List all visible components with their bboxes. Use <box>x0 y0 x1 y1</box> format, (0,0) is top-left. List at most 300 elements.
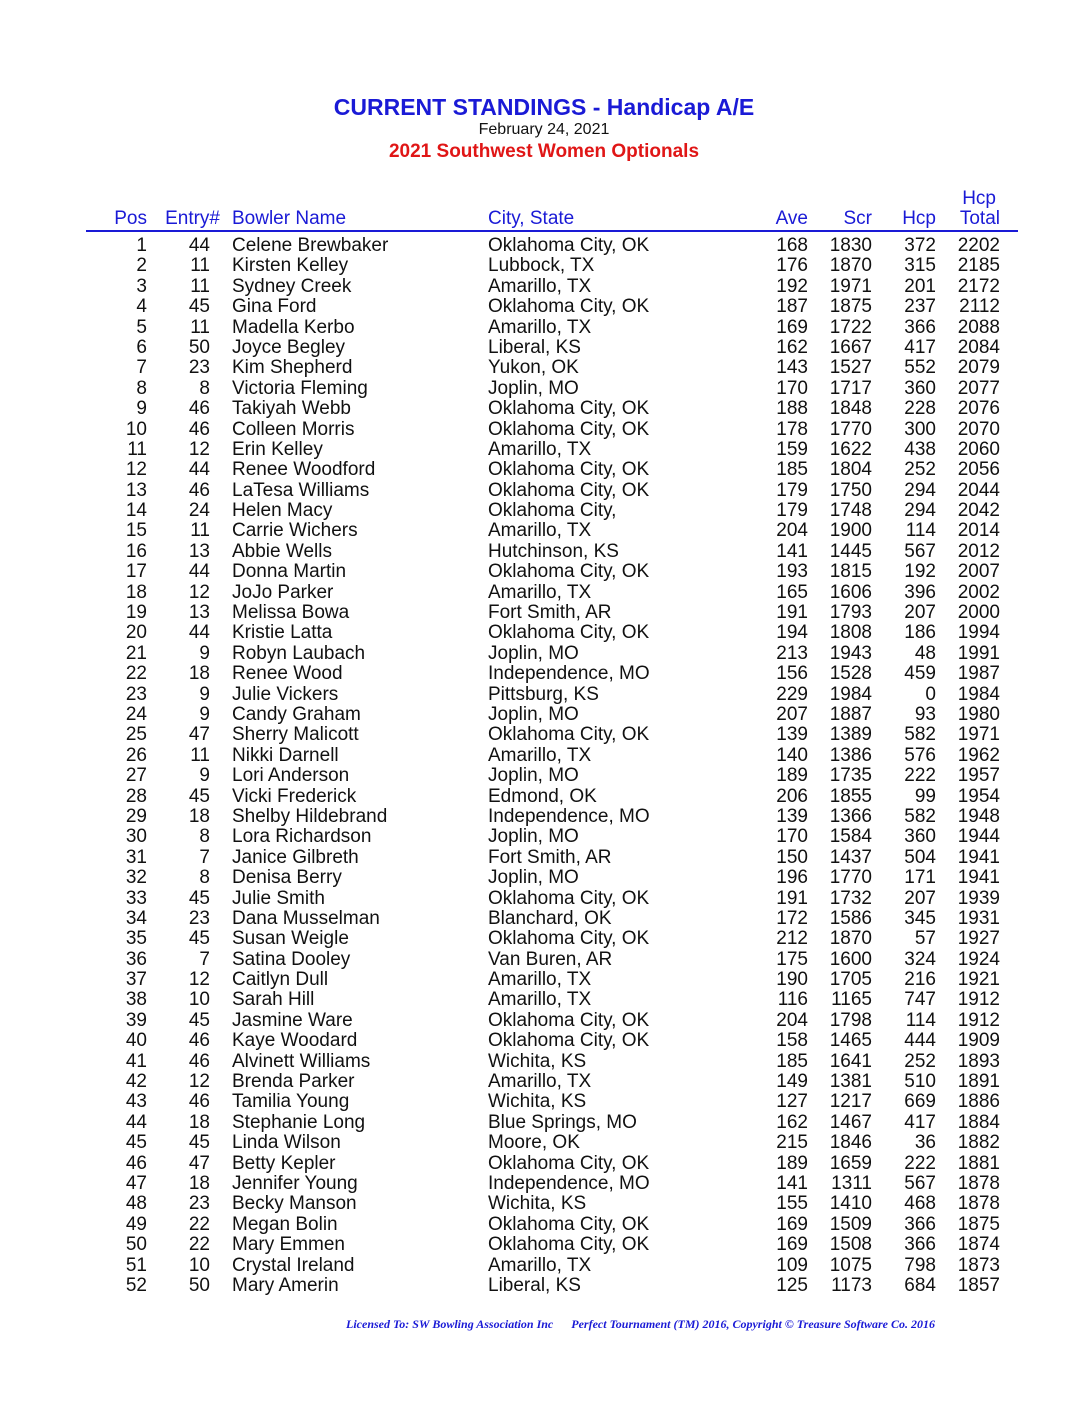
table-row <box>0 848 1088 868</box>
cell-city-state: Edmond, OK <box>488 785 597 807</box>
cell-position: 31 <box>125 846 147 868</box>
cell-scratch-score: 1465 <box>829 1030 872 1052</box>
cell-handicap-total: 1893 <box>957 1050 1000 1072</box>
cell-handicap: 207 <box>904 887 936 909</box>
cell-handicap: 552 <box>904 357 936 379</box>
table-row <box>0 1052 1088 1072</box>
cell-handicap: 192 <box>904 561 936 583</box>
cell-position: 46 <box>125 1152 147 1174</box>
cell-handicap-total: 2077 <box>957 377 1000 399</box>
table-row <box>0 379 1088 399</box>
cell-average: 190 <box>776 969 808 991</box>
cell-city-state: Oklahoma City, OK <box>488 1152 650 1174</box>
cell-city-state: Blue Springs, MO <box>488 1111 637 1133</box>
cell-position: 3 <box>136 275 147 297</box>
cell-position: 34 <box>125 907 147 929</box>
cell-scratch-score: 1875 <box>829 296 872 318</box>
cell-handicap: 366 <box>904 1213 936 1235</box>
table-row <box>0 501 1088 521</box>
cell-handicap: 360 <box>904 377 936 399</box>
cell-handicap-total: 2007 <box>957 561 1000 583</box>
table-row <box>0 623 1088 643</box>
cell-handicap-total: 2060 <box>957 438 1000 460</box>
cell-city-state: Joplin, MO <box>488 703 579 725</box>
cell-handicap: 468 <box>904 1193 936 1215</box>
cell-city-state: Oklahoma City, OK <box>488 398 650 420</box>
cell-city-state: Amarillo, TX <box>488 1254 592 1276</box>
cell-entry-number: 11 <box>190 255 210 277</box>
cell-handicap-total: 2000 <box>957 602 1000 624</box>
cell-position: 17 <box>125 561 147 583</box>
cell-bowler-name: Lori Anderson <box>232 765 350 787</box>
cell-bowler-name: Shelby Hildebrand <box>232 805 388 827</box>
cell-handicap: 360 <box>904 826 936 848</box>
cell-handicap-total: 2012 <box>957 540 1000 562</box>
cell-entry-number: 45 <box>188 928 210 950</box>
cell-average: 172 <box>776 907 808 929</box>
cell-handicap-total: 1921 <box>957 969 1000 991</box>
cell-average: 204 <box>776 520 808 542</box>
cell-handicap: 315 <box>904 255 936 277</box>
cell-average: 150 <box>776 846 808 868</box>
table-row <box>0 338 1088 358</box>
cell-entry-number: 13 <box>188 602 210 624</box>
cell-city-state: Oklahoma City, OK <box>488 1009 650 1031</box>
cell-city-state: Wichita, KS <box>488 1193 587 1215</box>
cell-position: 51 <box>125 1254 147 1276</box>
table-row <box>0 746 1088 766</box>
cell-scratch-score: 1793 <box>829 602 872 624</box>
cell-handicap-total: 1994 <box>957 622 1000 644</box>
cell-handicap: 417 <box>904 336 936 358</box>
cell-position: 40 <box>125 1030 147 1052</box>
cell-handicap: 171 <box>904 867 936 889</box>
cell-bowler-name: Crystal Ireland <box>232 1254 355 1276</box>
cell-bowler-name: Kaye Woodard <box>232 1030 358 1052</box>
cell-scratch-score: 1641 <box>829 1050 872 1072</box>
cell-handicap: 576 <box>904 744 936 766</box>
cell-bowler-name: Susan Weigle <box>232 928 349 950</box>
cell-handicap: 114 <box>905 1009 936 1031</box>
cell-entry-number: 22 <box>188 1234 210 1256</box>
table-row <box>0 358 1088 378</box>
column-header-pos: Pos <box>114 208 147 229</box>
cell-scratch-score: 1798 <box>829 1009 872 1031</box>
cell-scratch-score: 1528 <box>829 663 872 685</box>
cell-average: 175 <box>776 948 808 970</box>
cell-entry-number: 11 <box>190 520 210 542</box>
cell-handicap: 567 <box>904 540 936 562</box>
cell-position: 10 <box>125 418 147 440</box>
cell-handicap: 345 <box>904 907 936 929</box>
cell-scratch-score: 1770 <box>829 418 872 440</box>
table-row <box>0 1113 1088 1133</box>
cell-bowler-name: Megan Bolin <box>232 1213 338 1235</box>
cell-bowler-name: Alvinett Williams <box>232 1050 371 1072</box>
report-date: February 24, 2021 <box>478 121 610 138</box>
cell-handicap: 366 <box>904 316 936 338</box>
cell-position: 21 <box>125 642 147 664</box>
cell-handicap: 396 <box>904 581 936 603</box>
cell-bowler-name: Colleen Morris <box>232 418 355 440</box>
cell-entry-number: 46 <box>188 1050 210 1072</box>
cell-handicap-total: 1941 <box>957 867 1000 889</box>
cell-handicap-total: 2070 <box>957 418 1000 440</box>
cell-average: 141 <box>776 540 808 562</box>
cell-city-state: Oklahoma City, OK <box>488 479 650 501</box>
table-row <box>0 827 1088 847</box>
cell-handicap: 252 <box>904 459 936 481</box>
cell-bowler-name: Celene Brewbaker <box>232 235 389 256</box>
cell-city-state: Lubbock, TX <box>488 255 595 277</box>
cell-city-state: Pittsburg, KS <box>488 683 599 705</box>
cell-average: 207 <box>776 703 808 725</box>
cell-entry-number: 18 <box>188 1172 210 1194</box>
cell-handicap: 93 <box>914 703 936 725</box>
cell-bowler-name: Helen Macy <box>232 500 333 522</box>
cell-handicap: 567 <box>904 1172 936 1194</box>
cell-bowler-name: Jennifer Young <box>232 1172 358 1194</box>
cell-handicap: 222 <box>904 1152 936 1174</box>
cell-position: 16 <box>125 540 147 562</box>
cell-average: 192 <box>776 275 808 297</box>
cell-position: 9 <box>136 398 147 420</box>
cell-scratch-score: 1437 <box>829 846 872 868</box>
cell-city-state: Fort Smith, AR <box>488 846 612 868</box>
cell-scratch-score: 1735 <box>829 765 872 787</box>
table-row <box>0 1256 1088 1276</box>
cell-position: 8 <box>136 377 147 399</box>
cell-city-state: Oklahoma City, OK <box>488 1213 650 1235</box>
cell-bowler-name: Sarah Hill <box>232 989 315 1011</box>
cell-entry-number: 23 <box>188 1193 210 1215</box>
table-row <box>0 1031 1088 1051</box>
cell-handicap: 222 <box>904 765 936 787</box>
table-row <box>0 787 1088 807</box>
cell-entry-number: 11 <box>190 316 210 338</box>
cell-scratch-score: 1606 <box>829 581 872 603</box>
cell-entry-number: 46 <box>188 479 210 501</box>
cell-average: 155 <box>776 1193 808 1215</box>
cell-entry-number: 10 <box>188 1254 210 1276</box>
cell-scratch-score: 1722 <box>829 316 872 338</box>
cell-handicap: 300 <box>904 418 936 440</box>
table-row <box>0 1133 1088 1153</box>
cell-entry-number: 9 <box>199 683 210 705</box>
cell-position: 33 <box>125 887 147 909</box>
cell-handicap-total: 1873 <box>957 1254 1000 1276</box>
cell-city-state: Oklahoma City, OK <box>488 296 650 318</box>
cell-scratch-score: 1075 <box>829 1254 872 1276</box>
cell-handicap: 417 <box>904 1111 936 1133</box>
cell-average: 170 <box>776 826 808 848</box>
cell-scratch-score: 1366 <box>829 805 872 827</box>
cell-entry-number: 18 <box>188 805 210 827</box>
cell-city-state: Joplin, MO <box>488 377 579 399</box>
cell-bowler-name: Kim Shepherd <box>232 357 353 379</box>
cell-city-state: Oklahoma City, OK <box>488 622 650 644</box>
cell-bowler-name: Stephanie Long <box>232 1111 366 1133</box>
table-row <box>0 990 1088 1010</box>
cell-handicap-total: 1912 <box>957 1009 1000 1031</box>
cell-position: 49 <box>125 1213 147 1235</box>
cell-bowler-name: Tamilia Young <box>232 1091 350 1113</box>
cell-entry-number: 12 <box>188 581 210 603</box>
cell-handicap: 0 <box>925 683 936 705</box>
cell-entry-number: 18 <box>188 1111 210 1133</box>
cell-bowler-name: Gina Ford <box>232 296 317 318</box>
cell-bowler-name: Caitlyn Dull <box>232 969 329 991</box>
cell-scratch-score: 1770 <box>829 867 872 889</box>
cell-entry-number: 44 <box>188 622 210 644</box>
cell-scratch-score: 1870 <box>829 928 872 950</box>
cell-city-state: Moore, OK <box>488 1132 580 1154</box>
cell-average: 187 <box>776 296 808 318</box>
cell-entry-number: 10 <box>188 989 210 1011</box>
cell-handicap: 201 <box>904 275 936 297</box>
table-row <box>0 236 1088 256</box>
standings-table <box>0 236 1088 1296</box>
cell-bowler-name: Kirsten Kelley <box>232 255 349 277</box>
cell-position: 26 <box>125 744 147 766</box>
cell-position: 37 <box>125 969 147 991</box>
cell-entry-number: 50 <box>188 1274 210 1296</box>
cell-handicap-total: 1912 <box>957 989 1000 1011</box>
cell-entry-number: 44 <box>188 561 210 583</box>
cell-position: 19 <box>125 602 147 624</box>
cell-handicap-total: 1962 <box>957 744 1000 766</box>
cell-scratch-score: 1971 <box>829 275 872 297</box>
cell-handicap-total: 1882 <box>957 1132 1000 1154</box>
cell-scratch-score: 1173 <box>831 1274 872 1296</box>
cell-city-state: Amarillo, TX <box>488 275 592 297</box>
cell-average: 193 <box>776 561 808 583</box>
table-row <box>0 1072 1088 1092</box>
cell-entry-number: 12 <box>188 969 210 991</box>
cell-bowler-name: Nikki Darnell <box>232 744 339 766</box>
cell-handicap-total: 1948 <box>957 805 1000 827</box>
cell-handicap-total: 2079 <box>957 357 1000 379</box>
cell-handicap-total: 2202 <box>957 235 1000 256</box>
column-header-scr: Scr <box>843 208 872 229</box>
cell-average: 212 <box>776 928 808 950</box>
column-header-hcp-total-bottom: Total <box>959 208 1000 229</box>
cell-city-state: Amarillo, TX <box>488 581 592 603</box>
cell-entry-number: 23 <box>188 907 210 929</box>
cell-bowler-name: Melissa Bowa <box>232 602 350 624</box>
cell-city-state: Joplin, MO <box>488 765 579 787</box>
footer <box>346 1317 935 1332</box>
cell-bowler-name: Mary Emmen <box>232 1234 345 1256</box>
cell-entry-number: 45 <box>188 785 210 807</box>
cell-handicap-total: 1857 <box>957 1274 1000 1296</box>
cell-handicap-total: 1878 <box>957 1193 1000 1215</box>
cell-position: 20 <box>125 622 147 644</box>
cell-entry-number: 9 <box>199 642 210 664</box>
cell-scratch-score: 1732 <box>829 887 872 909</box>
cell-position: 4 <box>136 296 147 318</box>
cell-position: 22 <box>125 663 147 685</box>
table-row <box>0 1154 1088 1174</box>
cell-position: 13 <box>125 479 147 501</box>
table-row <box>0 583 1088 603</box>
cell-scratch-score: 1748 <box>829 500 872 522</box>
cell-bowler-name: Denisa Berry <box>232 867 342 889</box>
cell-average: 169 <box>776 316 808 338</box>
cell-city-state: Oklahoma City, OK <box>488 418 650 440</box>
cell-bowler-name: Renee Woodford <box>232 459 376 481</box>
cell-bowler-name: JoJo Parker <box>232 581 334 603</box>
table-row <box>0 766 1088 786</box>
cell-position: 2 <box>136 255 147 277</box>
table-row <box>0 970 1088 990</box>
cell-handicap: 582 <box>904 805 936 827</box>
cell-handicap-total: 2076 <box>957 398 1000 420</box>
cell-city-state: Oklahoma City, OK <box>488 1234 650 1256</box>
cell-handicap-total: 1971 <box>957 724 1000 746</box>
cell-average: 169 <box>776 1213 808 1235</box>
cell-scratch-score: 1943 <box>829 642 872 664</box>
cell-city-state: Oklahoma City, OK <box>488 887 650 909</box>
cell-average: 168 <box>776 235 808 256</box>
cell-handicap-total: 1954 <box>957 785 1000 807</box>
table-row <box>0 1092 1088 1112</box>
cell-handicap-total: 2088 <box>957 316 1000 338</box>
cell-average: 159 <box>776 438 808 460</box>
cell-scratch-score: 1509 <box>829 1213 872 1235</box>
cell-entry-number: 50 <box>188 336 210 358</box>
cell-scratch-score: 1217 <box>829 1091 872 1113</box>
cell-city-state: Amarillo, TX <box>488 969 592 991</box>
cell-average: 185 <box>776 1050 808 1072</box>
cell-position: 12 <box>125 459 147 481</box>
cell-handicap-total: 1941 <box>957 846 1000 868</box>
cell-position: 44 <box>125 1111 147 1133</box>
cell-average: 162 <box>776 336 808 358</box>
cell-city-state: Amarillo, TX <box>488 744 592 766</box>
cell-average: 143 <box>776 357 808 379</box>
cell-handicap: 99 <box>914 785 936 807</box>
cell-entry-number: 18 <box>188 663 210 685</box>
cell-scratch-score: 1586 <box>829 907 872 929</box>
cell-city-state: Oklahoma City, <box>488 500 617 522</box>
cell-city-state: Liberal, KS <box>488 1274 581 1296</box>
cell-position: 24 <box>125 703 147 725</box>
cell-city-state: Amarillo, TX <box>488 316 592 338</box>
cell-city-state: Liberal, KS <box>488 336 581 358</box>
table-row <box>0 440 1088 460</box>
cell-city-state: Joplin, MO <box>488 867 579 889</box>
cell-average: 156 <box>776 663 808 685</box>
cell-bowler-name: Sydney Creek <box>232 275 352 297</box>
cell-handicap: 228 <box>904 398 936 420</box>
cell-position: 38 <box>125 989 147 1011</box>
cell-bowler-name: Becky Manson <box>232 1193 357 1215</box>
table-row <box>0 562 1088 582</box>
cell-average: 179 <box>776 500 808 522</box>
cell-entry-number: 7 <box>199 846 210 868</box>
table-row <box>0 1276 1088 1296</box>
cell-bowler-name: Brenda Parker <box>232 1071 355 1093</box>
table-row <box>0 318 1088 338</box>
cell-handicap-total: 1980 <box>957 703 1000 725</box>
table-row <box>0 644 1088 664</box>
cell-position: 48 <box>125 1193 147 1215</box>
cell-handicap-total: 1944 <box>957 826 1000 848</box>
table-row <box>0 1174 1088 1194</box>
cell-handicap-total: 1931 <box>957 907 1000 929</box>
table-row <box>0 1011 1088 1031</box>
header-divider <box>86 230 1018 232</box>
cell-bowler-name: Sherry Malicott <box>232 724 359 746</box>
table-row <box>0 1235 1088 1255</box>
cell-handicap-total: 1886 <box>957 1091 1000 1113</box>
cell-bowler-name: Candy Graham <box>232 703 361 725</box>
cell-city-state: Amarillo, TX <box>488 1071 592 1093</box>
table-row <box>0 807 1088 827</box>
cell-city-state: Yukon, OK <box>488 357 579 379</box>
cell-position: 42 <box>125 1071 147 1093</box>
cell-average: 176 <box>776 255 808 277</box>
cell-handicap-total: 1957 <box>957 765 1000 787</box>
cell-bowler-name: Donna Martin <box>232 561 347 583</box>
cell-average: 191 <box>776 602 808 624</box>
cell-city-state: Joplin, MO <box>488 826 579 848</box>
cell-handicap-total: 2185 <box>957 255 1000 277</box>
cell-average: 188 <box>776 398 808 420</box>
cell-handicap: 48 <box>914 642 936 664</box>
table-row <box>0 929 1088 949</box>
cell-position: 52 <box>125 1274 147 1296</box>
cell-average: 179 <box>776 479 808 501</box>
cell-handicap: 372 <box>904 235 936 256</box>
cell-bowler-name: Julie Smith <box>232 887 325 909</box>
cell-handicap-total: 1874 <box>957 1234 1000 1256</box>
cell-scratch-score: 1815 <box>829 561 872 583</box>
cell-position: 39 <box>125 1009 147 1031</box>
cell-average: 149 <box>776 1071 808 1093</box>
cell-entry-number: 9 <box>199 703 210 725</box>
cell-scratch-score: 1410 <box>829 1193 872 1215</box>
column-header-city-state: City, State <box>488 208 575 229</box>
cell-average: 109 <box>776 1254 808 1276</box>
cell-city-state: Hutchinson, KS <box>488 540 619 562</box>
cell-entry-number: 8 <box>199 826 210 848</box>
cell-handicap-total: 2014 <box>957 520 1000 542</box>
table-row <box>0 868 1088 888</box>
cell-bowler-name: Renee Wood <box>232 663 343 685</box>
cell-city-state: Oklahoma City, OK <box>488 724 650 746</box>
cell-city-state: Wichita, KS <box>488 1091 587 1113</box>
cell-city-state: Amarillo, TX <box>488 438 592 460</box>
cell-position: 32 <box>125 867 147 889</box>
cell-city-state: Oklahoma City, OK <box>488 459 650 481</box>
column-header-ave: Ave <box>775 208 808 229</box>
cell-bowler-name: Julie Vickers <box>232 683 339 705</box>
cell-handicap: 36 <box>914 1132 936 1154</box>
cell-entry-number: 13 <box>188 540 210 562</box>
cell-position: 15 <box>125 520 147 542</box>
table-row <box>0 1194 1088 1214</box>
cell-average: 196 <box>776 867 808 889</box>
cell-entry-number: 47 <box>188 724 210 746</box>
cell-scratch-score: 1870 <box>829 255 872 277</box>
cell-scratch-score: 1622 <box>829 438 872 460</box>
cell-handicap: 684 <box>904 1274 936 1296</box>
cell-scratch-score: 1659 <box>829 1152 872 1174</box>
cell-handicap-total: 1878 <box>957 1172 1000 1194</box>
cell-bowler-name: Mary Amerin <box>232 1274 339 1296</box>
